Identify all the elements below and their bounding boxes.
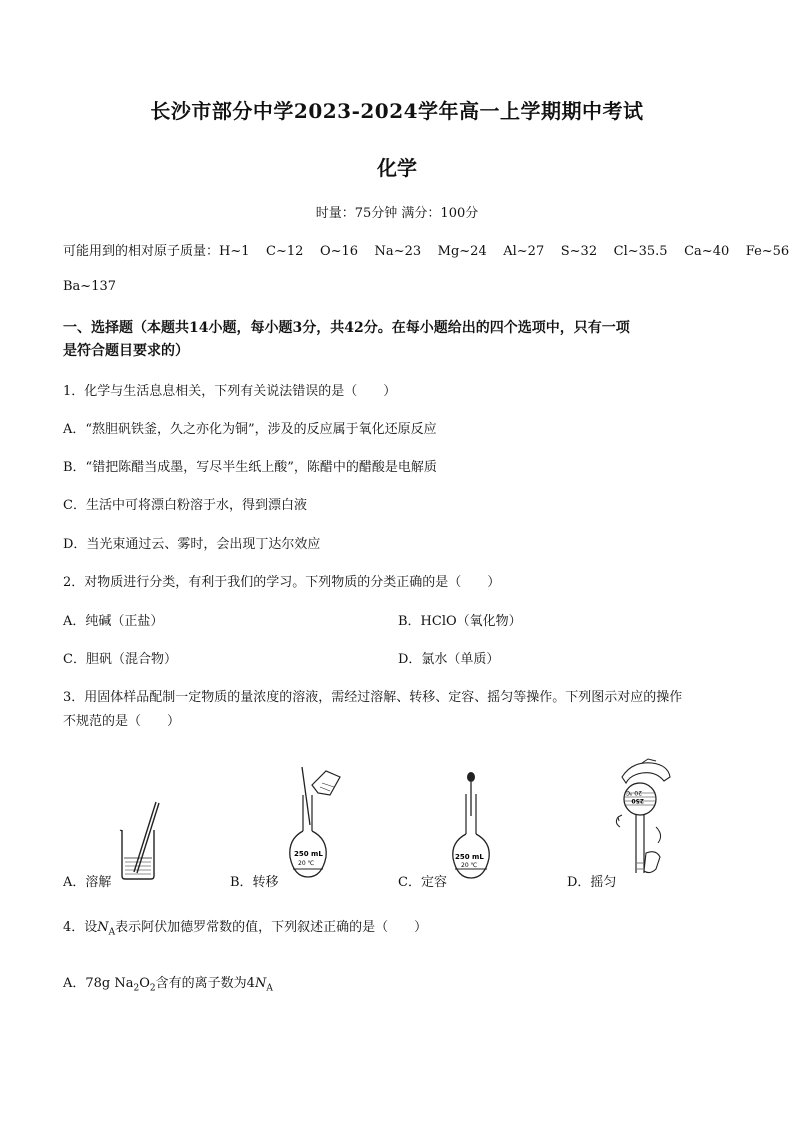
q4-a-sub1: 2 bbox=[133, 983, 140, 994]
q3-option-b: B．转移 bbox=[230, 875, 279, 890]
q3-stem-line1: 3．用固体样品配制一定物质的量浓度的溶液，需经过溶解、转移、定容、摇匀等操作。下列图示对应的操作 bbox=[63, 690, 683, 705]
q4-stem bbox=[63, 916, 427, 938]
q2-option-c: C．胆矾（混合物） bbox=[63, 652, 177, 667]
atomic-masses-line2: Ba~137 bbox=[63, 279, 117, 294]
constant-volume-figure bbox=[449, 772, 493, 880]
q2-stem: 2．对物质进行分类，有利于我们的学习。下列物质的分类正确的是（ ） bbox=[63, 575, 501, 590]
q2-option-b: B．HClO（氧化物） bbox=[398, 614, 522, 629]
q4-a-na-subscript: A bbox=[266, 983, 273, 994]
q4-na-symbol: N bbox=[97, 920, 109, 935]
q2-option-a: A．纯碱（正盐） bbox=[63, 614, 164, 629]
q3-option-d: D．摇匀 bbox=[567, 875, 617, 890]
shake-figure bbox=[612, 757, 674, 881]
transfer-flask-volume: 250 mL bbox=[294, 850, 323, 858]
q3-option-a: A．溶解 bbox=[63, 875, 112, 890]
section-heading-line2: 是符合题目要求的） bbox=[63, 343, 189, 359]
subject-title: 化学 bbox=[377, 156, 417, 180]
q1-stem: 1．化学与生活息息相关，下列有关说法错误的是（ ） bbox=[63, 384, 397, 399]
q4-a-mid: 含有的离子数为4 bbox=[155, 976, 255, 991]
q4-a-prefix: A．78g Na bbox=[63, 976, 134, 991]
constant-volume-flask-temp: 20 ℃ bbox=[461, 862, 478, 869]
section-heading-line1: 一、选择题（本题共14小题，每小题3分，共42分。在每小题给出的四个选项中，只有一项 bbox=[63, 320, 630, 336]
q4-stem-prefix: 4．设 bbox=[63, 920, 98, 935]
q4-stem-suffix: 表示阿伏加德罗常数的值，下列叙述正确的是（ ） bbox=[115, 920, 428, 935]
shake-flask-volume: 250 bbox=[631, 797, 644, 804]
atomic-masses-line1: 可能用到的相对原子质量：H~1 C~12 O~16 Na~23 Mg~24 Al~27 S~32 Cl~35.5 Ca~40 Fe~56 bbox=[63, 244, 790, 259]
shake-flask-temp: 20 ℃ bbox=[625, 789, 642, 796]
q1-option-a: A．“熬胆矾铁釜，久之亦化为铜”，涉及的反应属于氧化还原反应 bbox=[63, 422, 437, 437]
exam-title: 长沙市部分中学2023-2024学年高一上学期期中考试 bbox=[150, 99, 644, 123]
q2-option-d: D．氯水（单质） bbox=[398, 652, 500, 667]
transfer-figure bbox=[288, 765, 348, 880]
transfer-flask-temp: 20 ℃ bbox=[298, 860, 315, 867]
q3-option-c: C．定容 bbox=[398, 875, 447, 890]
q4-option-a bbox=[63, 972, 273, 994]
dissolve-figure bbox=[118, 800, 168, 880]
q1-option-b: B．“错把陈醋当成墨，写尽半生纸上酸”，陈醋中的醋酸是电解质 bbox=[63, 460, 437, 475]
q4-a-sub2: 2 bbox=[149, 983, 156, 994]
q4-a-oxygen: O bbox=[139, 976, 150, 991]
q1-option-c: C．生活中可将漂白粉溶于水，得到漂白液 bbox=[63, 498, 307, 513]
exam-meta: 时量：75分钟 满分：100分 bbox=[315, 206, 479, 221]
q4-na-subscript: A bbox=[108, 927, 116, 938]
constant-volume-flask-volume: 250 mL bbox=[455, 853, 484, 861]
q3-stem-line2: 不规范的是（ ） bbox=[63, 714, 181, 729]
q4-a-na-symbol: N bbox=[254, 976, 267, 991]
q1-option-d: D．当光束通过云、雾时，会出现丁达尔效应 bbox=[63, 537, 321, 552]
